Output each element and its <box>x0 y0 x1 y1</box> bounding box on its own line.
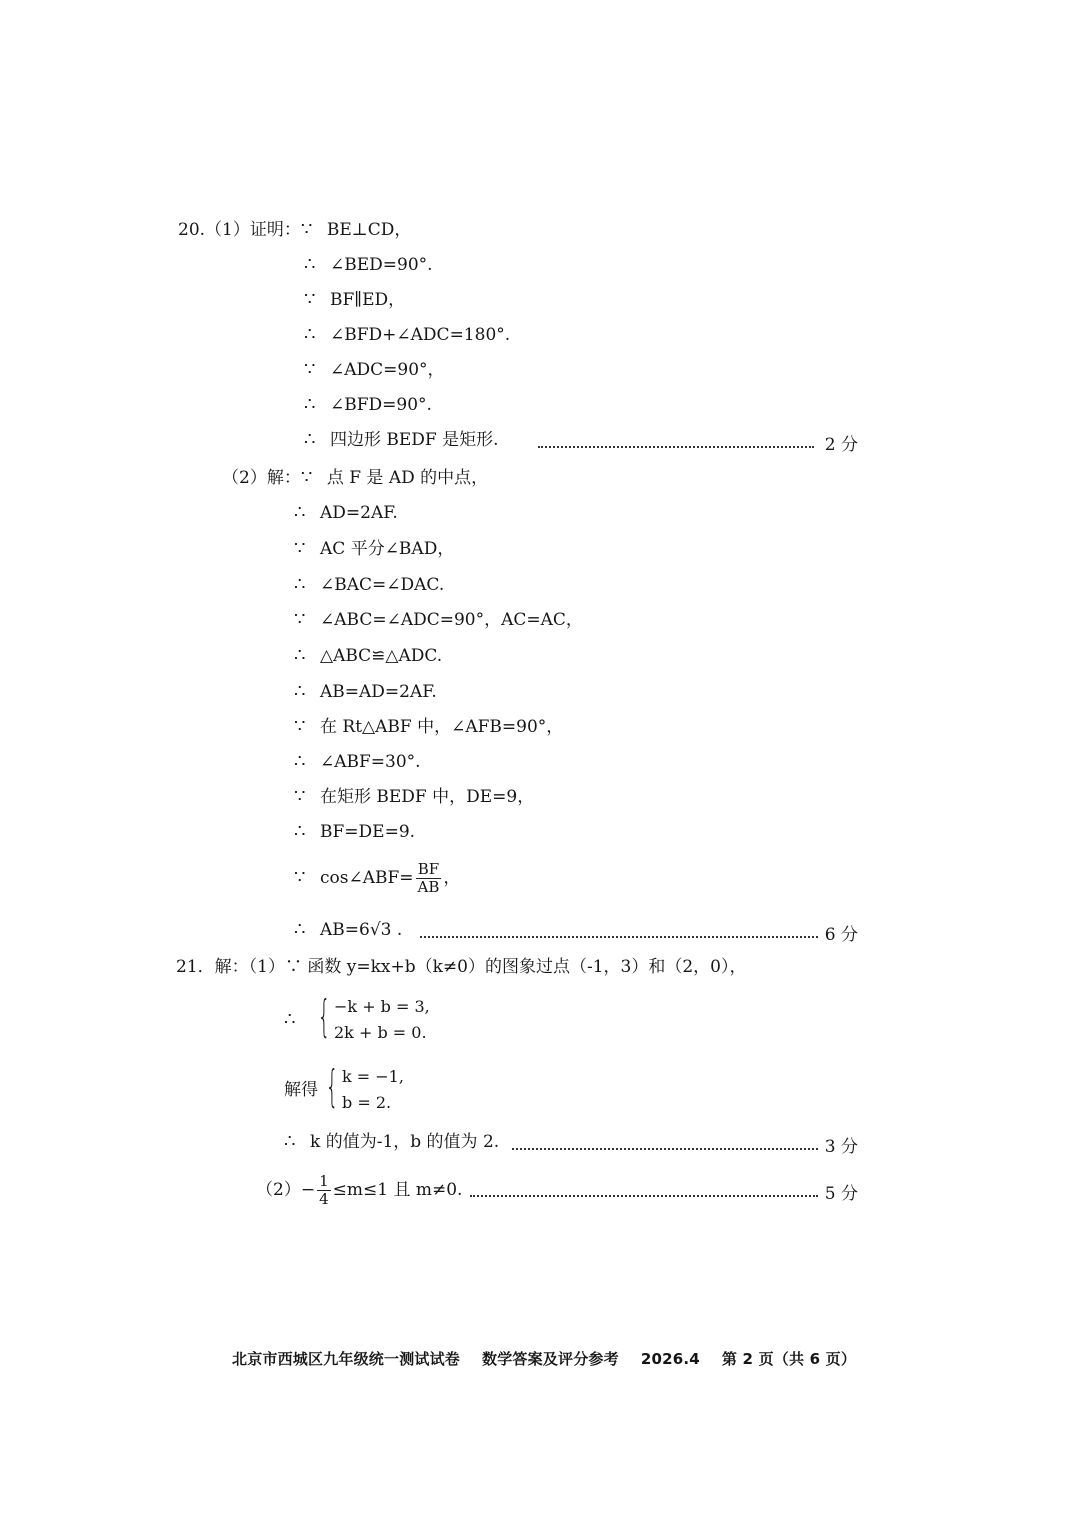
fraction-denominator: 4 <box>319 1189 329 1208</box>
q20-part1-line-3 <box>304 325 510 345</box>
therefore-symbol: ∴ <box>304 254 316 275</box>
solve-label: 解得 <box>284 1080 318 1100</box>
q20-part2-line-6 <box>294 682 437 702</box>
exam-title: 北京市西城区九年级统一测试试卷 <box>232 1350 461 1368</box>
because-symbol: ∵ <box>300 467 313 488</box>
fraction <box>317 1173 331 1208</box>
proof-step: ∠BFD=90°. <box>330 395 432 415</box>
q20-cos-line <box>294 856 460 900</box>
score-label: 2 分 <box>824 435 858 455</box>
q20-part2-line-1 <box>294 503 398 523</box>
equation: b = 2. <box>342 1093 392 1112</box>
q20-part2-line-7 <box>294 717 563 737</box>
proof-step: 点 F 是 AD 的中点， <box>326 468 489 488</box>
q20-part2-line-3 <box>294 575 444 595</box>
proof-step: k 的值为-1，b 的值为 2. <box>310 1132 500 1152</box>
score-leader-dots <box>470 1195 818 1197</box>
therefore-symbol: ∴ <box>294 751 306 772</box>
equation: −k + b = 3, <box>334 997 430 1016</box>
proof-step: BF=DE=9. <box>320 822 416 842</box>
proof-step: ∠ADC=90°， <box>330 360 445 380</box>
proof-step: 在矩形 BEDF 中，DE=9， <box>320 787 535 807</box>
proof-step: AD=2AF. <box>320 503 398 523</box>
q20-final-line <box>294 920 402 940</box>
q20-part2-line-4 <box>294 610 583 630</box>
because-symbol: ∵ <box>294 609 306 630</box>
q20-part2-line-9 <box>294 787 534 807</box>
document-title: 数学答案及评分参考 <box>482 1350 619 1368</box>
score-leader-dots <box>538 446 814 448</box>
proof-step: BF∥ED， <box>330 290 406 310</box>
because-symbol: ∵ <box>294 786 306 807</box>
equation-system <box>310 991 430 1046</box>
because-symbol: ∵ <box>294 538 306 559</box>
q20-part2-header: （2）解： <box>222 468 301 488</box>
fraction-denominator: AB <box>417 877 440 896</box>
because-symbol: ∵ <box>304 359 316 380</box>
page-footer <box>232 1348 856 1369</box>
q20-part1-line-1 <box>304 255 433 275</box>
q21-result-line <box>284 1132 499 1152</box>
q21-part2-line <box>256 1168 462 1212</box>
therefore-symbol: ∴ <box>294 821 306 842</box>
score-leader-dots <box>512 1148 818 1150</box>
part-label: （2） <box>256 1180 301 1200</box>
therefore-symbol: ∴ <box>304 324 316 345</box>
proof-step: 在 Rt△ABF 中，∠AFB=90°， <box>320 717 564 737</box>
exam-date: 2026.4 <box>640 1350 700 1368</box>
therefore-symbol: ∴ <box>304 394 316 415</box>
q21-system-2 <box>284 1062 404 1118</box>
therefore-symbol: ∴ <box>284 1131 296 1152</box>
q20-part2-line-10 <box>294 822 415 842</box>
therefore-symbol: ∴ <box>294 681 306 702</box>
q20-part1-header: 20.（1）证明： <box>178 220 301 240</box>
cos-expression: cos∠ABF= <box>320 868 414 888</box>
fraction <box>416 861 442 896</box>
proof-step: ∠ABC=∠ADC=90°，AC=AC， <box>320 610 583 630</box>
score-label: 6 分 <box>824 925 858 945</box>
brace-icon: { <box>325 1061 339 1112</box>
because-symbol: ∵ <box>294 867 306 888</box>
proof-step: AC 平分∠BAD， <box>320 539 455 559</box>
therefore-symbol: ∴ <box>294 919 306 940</box>
proof-step: AB=6√3 . <box>320 920 403 940</box>
q20-part1-line-2 <box>304 290 405 310</box>
therefore-symbol: ∴ <box>304 429 316 450</box>
therefore-symbol: ∴ <box>294 645 306 666</box>
because-symbol: ∵ <box>304 289 316 310</box>
equation-system <box>318 1061 404 1116</box>
proof-step: BE⊥CD， <box>326 220 412 240</box>
page-number: 第 2 页（共 6 页） <box>721 1350 857 1368</box>
q20-part1-line-4 <box>304 360 445 380</box>
because-symbol: ∵ <box>300 219 313 240</box>
q20-part1-line-5 <box>304 395 432 415</box>
proof-step: ∠BAC=∠DAC. <box>320 575 445 595</box>
proof-step: △ABC≌△ADC. <box>320 646 443 666</box>
q20-part2-line-8 <box>294 752 421 772</box>
q20-part2-line-0 <box>222 468 488 488</box>
equation: k = −1, <box>342 1067 404 1086</box>
score-leader-dots <box>420 936 818 938</box>
q20-part2-line-2 <box>294 539 454 559</box>
score-label: 5 分 <box>824 1184 858 1204</box>
minus-sign: − <box>300 1180 316 1200</box>
proof-step: ∠BFD+∠ADC=180°. <box>330 325 511 345</box>
inequality: ≤m≤1 且 m≠0. <box>332 1180 463 1200</box>
brace-icon: { <box>317 991 331 1042</box>
therefore-symbol: ∴ <box>284 1009 296 1030</box>
q21-system-1 <box>284 992 430 1048</box>
therefore-symbol: ∴ <box>294 574 306 595</box>
equation: 2k + b = 0. <box>334 1023 427 1042</box>
q20-part1-line-6 <box>304 430 499 450</box>
q20-part1-line-0 <box>178 220 411 240</box>
fraction-numerator: 1 <box>319 1171 329 1190</box>
score-label: 3 分 <box>824 1137 858 1157</box>
because-symbol: ∵ <box>294 716 306 737</box>
punctuation: ， <box>443 868 461 888</box>
proof-step: AB=AD=2AF. <box>320 682 437 702</box>
fraction-numerator: BF <box>417 859 440 878</box>
proof-step: 四边形 BEDF 是矩形. <box>330 430 499 450</box>
therefore-symbol: ∴ <box>294 502 306 523</box>
proof-step: ∠BED=90°. <box>330 255 433 275</box>
q21-header: 21．解：（1）∵ 函数 y=kx+b（k≠0）的图象过点（-1，3）和（2，0）， <box>176 957 747 977</box>
q20-part2-line-5 <box>294 646 442 666</box>
proof-step: ∠ABF=30°. <box>320 752 421 772</box>
